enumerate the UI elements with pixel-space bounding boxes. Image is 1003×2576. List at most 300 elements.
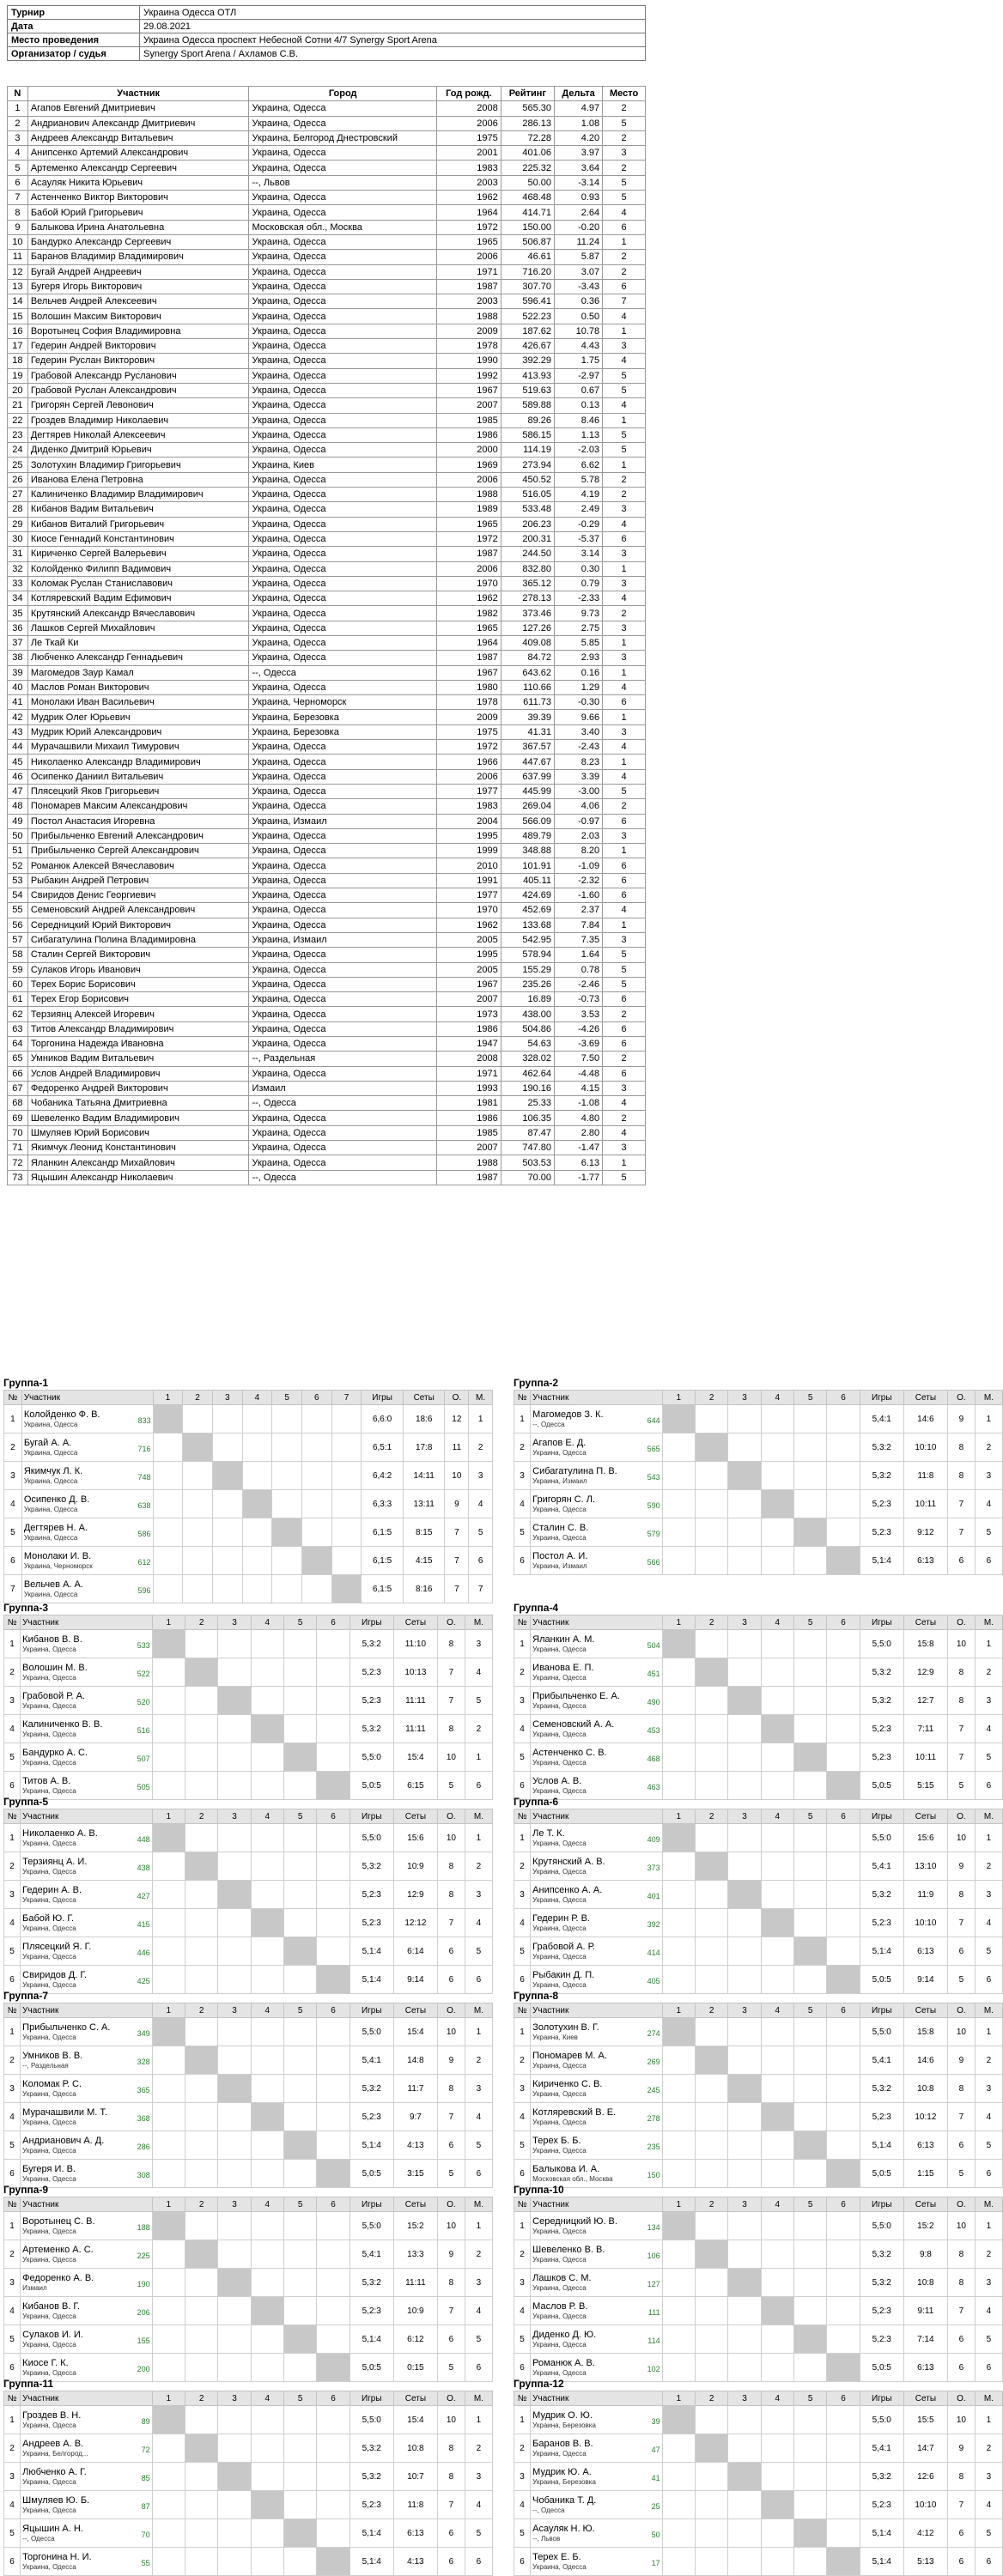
participant-cell: 1.75	[555, 354, 603, 368]
player-rating: 278	[647, 2114, 660, 2123]
participant-row	[8, 517, 646, 531]
group-player-row	[4, 2212, 493, 2240]
player-rating: 150	[647, 2171, 660, 2179]
participant-cell: 3	[603, 651, 646, 665]
match-cell	[728, 2297, 761, 2325]
games-cell: 5,2:3	[350, 1909, 393, 1937]
self-cell	[761, 1490, 793, 1518]
participant-cell: 504.86	[501, 1021, 554, 1036]
participant-row	[8, 175, 646, 190]
participant-cell: 1.13	[555, 427, 603, 442]
match-cell	[317, 1743, 350, 1772]
points-cell: 7	[437, 2491, 465, 2519]
group-column-header: Игры	[350, 1615, 393, 1630]
games-cell: 5,5:0	[860, 2406, 903, 2434]
match-cell	[317, 2103, 350, 2131]
match-cell	[662, 2463, 695, 2491]
group-column-header: 2	[185, 2391, 217, 2406]
player-name: Вельчев А. А.	[23, 1579, 83, 1590]
group-column-header: 3	[728, 2197, 761, 2212]
match-cell	[218, 2406, 251, 2434]
match-cell	[317, 2240, 350, 2269]
participant-cell: 1970	[436, 576, 501, 591]
points-cell: 7	[445, 1518, 469, 1547]
player-cell	[21, 2103, 152, 2131]
player-cell	[21, 2269, 152, 2297]
group-column-header: 2	[185, 1809, 217, 1824]
participant-cell: 64	[8, 1037, 28, 1052]
group-column-header: Игры	[350, 2197, 393, 2212]
points-cell: 10	[947, 2406, 975, 2434]
match-cell	[185, 2463, 217, 2491]
row-number: 5	[4, 2519, 21, 2548]
participant-cell: 1975	[436, 724, 501, 739]
match-cell	[794, 2018, 827, 2046]
match-cell	[284, 2269, 317, 2297]
group-column-header: Участник	[21, 1615, 152, 1630]
player-cell	[21, 1405, 153, 1433]
games-cell: 5,5:0	[860, 1824, 903, 1852]
player-cell	[21, 1518, 153, 1547]
self-cell	[218, 1687, 251, 1715]
group-column-header: О.	[947, 1809, 975, 1824]
participant-cell: 26	[8, 472, 28, 487]
match-cell	[331, 1433, 362, 1462]
row-number: 5	[4, 2325, 21, 2354]
participant-cell: 4.97	[555, 101, 603, 116]
points-cell: 9	[437, 2046, 465, 2075]
group-column-header: 5	[794, 1615, 827, 1630]
group-column-header: №	[514, 1809, 531, 1824]
participant-cell: 72	[8, 1155, 28, 1170]
participant-cell: Дегтярев Николай Алексеевич	[27, 427, 249, 442]
row-number: 1	[4, 1405, 22, 1433]
participant-cell: 44	[8, 740, 28, 755]
group-column-header: Игры	[350, 2391, 393, 2406]
group-player-row	[514, 1405, 1003, 1433]
group-column-header: М.	[975, 2197, 1002, 2212]
row-number: 6	[514, 2354, 531, 2382]
group-column-header: О.	[437, 2003, 465, 2018]
group-column-header: №	[514, 1615, 531, 1630]
group-column-header: 2	[185, 2003, 217, 2018]
group-column-header: Участник	[21, 1809, 152, 1824]
group-column-header: №	[514, 1391, 531, 1405]
match-cell	[728, 2519, 761, 2548]
participant-cell: Измаил	[249, 1081, 436, 1095]
self-cell	[185, 2240, 217, 2269]
match-cell	[761, 1433, 793, 1462]
match-cell	[242, 1518, 272, 1547]
group-player-row	[4, 1743, 493, 1772]
participant-cell: 1978	[436, 339, 501, 354]
row-number: 2	[514, 2434, 531, 2463]
participant-cell: Украина, Одесса	[249, 873, 436, 888]
group-column-header: 1	[153, 1391, 183, 1405]
player-rating: 50	[651, 2531, 660, 2539]
player-name: Терзиянц А. И.	[22, 1856, 88, 1867]
place-cell: 5	[975, 2131, 1002, 2160]
player-rating: 522	[137, 1670, 150, 1678]
sets-cell: 13:11	[403, 1490, 445, 1518]
match-cell	[152, 2269, 185, 2297]
participant-cell: 20	[8, 383, 28, 397]
points-cell: 10	[437, 2212, 465, 2240]
player-cell	[21, 2519, 152, 2548]
participant-cell: Андреев Александр Витальевич	[27, 130, 249, 145]
participant-cell: 3.40	[555, 724, 603, 739]
player-name: Торгонина Н. И.	[22, 2551, 92, 2562]
match-cell	[212, 1405, 242, 1433]
player-name: Шевеленко В. В.	[532, 2244, 605, 2255]
place-cell: 5	[975, 2519, 1002, 2548]
match-cell	[152, 1743, 185, 1772]
participant-row	[8, 531, 646, 546]
player-cell	[531, 2463, 662, 2491]
player-cell	[531, 2325, 662, 2354]
participant-cell: 1987	[436, 651, 501, 665]
player-rating: 533	[137, 1641, 150, 1650]
player-rating: 274	[647, 2029, 660, 2038]
sets-cell: 4:13	[393, 2548, 437, 2576]
group-column-header: Участник	[21, 2003, 152, 2018]
group-column-header: 3	[728, 2003, 761, 2018]
group-column-header: Игры	[860, 1615, 903, 1630]
place-cell: 2	[465, 1852, 492, 1881]
participant-cell: Терех Егор Борисович	[27, 992, 249, 1007]
points-cell: 7	[947, 2491, 975, 2519]
games-cell: 5,2:3	[350, 1881, 393, 1909]
row-number: 2	[4, 1433, 22, 1462]
player-city: --, Одесса	[532, 1420, 565, 1428]
player-rating: 565	[647, 1445, 660, 1453]
place-cell: 5	[465, 2131, 492, 2160]
player-rating: 543	[647, 1473, 660, 1482]
match-cell	[218, 1937, 251, 1966]
group-table	[3, 1615, 493, 1800]
participant-cell: Грабовой Руслан Александрович	[27, 383, 249, 397]
sets-cell: 9:14	[903, 1966, 947, 1994]
group-column-header: 4	[761, 2197, 793, 2212]
group-column-header: 5	[794, 1809, 827, 1824]
group-player-row	[4, 1518, 493, 1547]
participant-cell: 47	[8, 784, 28, 798]
group-player-row	[4, 1490, 493, 1518]
match-cell	[662, 1518, 695, 1547]
row-number: 3	[4, 2075, 21, 2103]
sets-cell: 14:8	[393, 2046, 437, 2075]
match-cell	[152, 2046, 185, 2075]
place-cell: 3	[975, 2269, 1002, 2297]
points-cell: 6	[437, 2131, 465, 2160]
match-cell	[284, 1881, 317, 1909]
participant-cell: Украина, Одесса	[249, 992, 436, 1007]
group-column-header: 4	[251, 2003, 283, 2018]
self-cell	[695, 1852, 727, 1881]
match-cell	[185, 1937, 217, 1966]
match-cell	[827, 1881, 860, 1909]
sets-cell: 5:13	[903, 2548, 947, 2576]
sets-cell: 15:6	[903, 1824, 947, 1852]
place-cell: 4	[465, 1909, 492, 1937]
place-cell: 1	[975, 2018, 1002, 2046]
match-cell	[218, 2212, 251, 2240]
info-row	[8, 47, 646, 61]
player-cell	[21, 1852, 152, 1881]
row-number: 3	[4, 2269, 21, 2297]
player-cell	[531, 2240, 662, 2269]
games-cell: 5,5:0	[350, 1824, 393, 1852]
player-name: Гедерин Р. В.	[532, 1912, 590, 1924]
player-rating: 451	[647, 1670, 660, 1678]
match-cell	[662, 1743, 695, 1772]
group-player-row	[4, 2131, 493, 2160]
match-cell	[251, 2434, 283, 2463]
group-player-row	[514, 1547, 1003, 1575]
points-cell: 9	[445, 1490, 469, 1518]
player-city: Украина, Одесса	[22, 1952, 76, 1961]
match-cell	[251, 1937, 283, 1966]
place-cell: 3	[975, 1881, 1002, 1909]
place-cell: 6	[975, 2354, 1002, 2382]
participant-cell: 61	[8, 992, 28, 1007]
match-cell	[662, 2297, 695, 2325]
participant-cell: 2007	[436, 992, 501, 1007]
participant-cell: 6	[603, 1037, 646, 1052]
participant-cell: 39.39	[501, 710, 554, 724]
points-cell: 5	[437, 2354, 465, 2382]
participant-row	[8, 844, 646, 858]
player-rating: 328	[137, 2058, 150, 2066]
player-city: Украина, Одесса	[22, 2255, 76, 2264]
player-cell	[21, 1909, 152, 1937]
games-cell: 5,3:2	[860, 1433, 903, 1462]
row-number: 6	[514, 1772, 531, 1800]
match-cell	[695, 1518, 727, 1547]
player-rating: 102	[647, 2365, 660, 2373]
match-cell	[728, 1433, 761, 1462]
sets-cell: 15:4	[393, 2018, 437, 2046]
player-rating: 504	[647, 1641, 660, 1650]
group-column-header: 1	[152, 1615, 185, 1630]
sets-cell: 18:6	[403, 1405, 445, 1433]
group-column-header: М.	[465, 1615, 492, 1630]
group-column-header: Игры	[350, 1809, 393, 1824]
match-cell	[218, 1852, 251, 1881]
self-cell	[728, 1687, 761, 1715]
match-cell	[794, 1630, 827, 1658]
participant-cell: Середницкий Юрий Викторович	[27, 918, 249, 932]
points-cell: 8	[437, 2434, 465, 2463]
match-cell	[695, 2491, 727, 2519]
participant-cell: 6	[603, 279, 646, 294]
participant-cell: 522.23	[501, 309, 554, 324]
participant-cell: Украина, Одесса	[249, 413, 436, 427]
group-column-header: 4	[761, 2003, 793, 2018]
group-table	[514, 1809, 1003, 1994]
match-cell	[317, 2018, 350, 2046]
place-cell: 3	[465, 2463, 492, 2491]
participant-cell: 426.67	[501, 339, 554, 354]
sets-cell: 15:6	[393, 1824, 437, 1852]
row-number: 2	[4, 2434, 21, 2463]
player-city: Украина, Одесса	[22, 2174, 76, 2183]
participant-cell: Украина, Одесса	[249, 1021, 436, 1036]
games-cell: 6,1:5	[362, 1547, 404, 1575]
participant-cell: Котляревский Вадим Ефимович	[27, 591, 249, 606]
games-cell: 5,0:5	[860, 2354, 903, 2382]
match-cell	[301, 1490, 331, 1518]
player-name: Мудрик Ю. А.	[532, 2466, 592, 2477]
sets-cell: 11:11	[393, 2269, 437, 2297]
participant-cell: -0.20	[555, 220, 603, 234]
self-cell	[695, 1433, 727, 1462]
player-rating: 111	[647, 2308, 660, 2317]
participant-cell: 1977	[436, 784, 501, 798]
participant-cell: Украина, Одесса	[249, 903, 436, 918]
group-column-header: Сеты	[393, 1615, 437, 1630]
player-rating: 245	[647, 2086, 660, 2094]
participant-cell: --, Одесса	[249, 1096, 436, 1111]
info-label: Организатор / судья	[8, 47, 140, 61]
group-column-header: М.	[975, 1809, 1002, 1824]
info-value: Украина Одесса ОТЛ	[140, 6, 646, 20]
group-player-row	[4, 2297, 493, 2325]
sets-cell: 15:4	[393, 2406, 437, 2434]
participant-row	[8, 116, 646, 130]
player-city: Украина, Одесса	[532, 1952, 587, 1961]
player-name: Агапов Е. Д.	[532, 1437, 587, 1448]
group-column-header: О.	[947, 2391, 975, 2406]
group-table	[514, 2391, 1003, 2576]
participant-cell: 32	[8, 561, 28, 576]
participant-cell: 4	[8, 146, 28, 161]
player-cell	[21, 1824, 152, 1852]
group-player-row	[514, 1490, 1003, 1518]
participant-cell: 1962	[436, 918, 501, 932]
group-table	[514, 1615, 1003, 1800]
group-block	[514, 1796, 1003, 1994]
group-block	[514, 2184, 1003, 2382]
points-cell: 8	[437, 2269, 465, 2297]
player-name: Баранов В. В.	[532, 2438, 593, 2449]
participant-cell: Украина, Березовка	[249, 710, 436, 724]
participant-cell: Украина, Одесса	[249, 844, 436, 858]
match-cell	[272, 1433, 302, 1462]
participant-cell: Монолаки Иван Васильевич	[27, 695, 249, 710]
match-cell	[152, 2434, 185, 2463]
player-rating: 47	[651, 2446, 660, 2454]
participant-cell: 1990	[436, 354, 501, 368]
info-row	[8, 6, 646, 20]
match-cell	[185, 2406, 217, 2434]
place-cell: 3	[975, 1462, 1002, 1490]
group-column-header: Участник	[21, 2197, 152, 2212]
match-cell	[794, 1490, 827, 1518]
games-cell: 5,3:2	[860, 2240, 903, 2269]
participant-cell: 4	[603, 903, 646, 918]
participant-cell: 2006	[436, 561, 501, 576]
points-cell: 7	[437, 1658, 465, 1687]
player-name: Андрианович А. Д.	[22, 2135, 105, 2146]
player-city: --, Одесса	[532, 2506, 565, 2514]
row-number: 6	[514, 1966, 531, 1994]
row-number: 3	[4, 1881, 21, 1909]
match-cell	[827, 1824, 860, 1852]
points-cell: 10	[437, 2018, 465, 2046]
group-column-header: 1	[152, 2391, 185, 2406]
player-rating: 833	[137, 1416, 151, 1425]
match-cell	[218, 2491, 251, 2519]
player-cell	[21, 1881, 152, 1909]
participant-cell: 3	[603, 339, 646, 354]
participant-cell: 1962	[436, 191, 501, 205]
participant-cell: Коломак Руслан Станиславович	[27, 576, 249, 591]
participant-cell: Московская обл., Москва	[249, 220, 436, 234]
participant-cell: 190.16	[501, 1081, 554, 1095]
games-cell: 5,5:0	[350, 2406, 393, 2434]
match-cell	[827, 2434, 860, 2463]
participant-cell: 41.31	[501, 724, 554, 739]
participant-cell: 1983	[436, 799, 501, 814]
participant-cell: 30	[8, 531, 28, 546]
sets-cell: 15:2	[393, 2212, 437, 2240]
place-cell: 4	[465, 2491, 492, 2519]
participant-cell: 27	[8, 488, 28, 502]
games-cell: 5,2:3	[350, 2297, 393, 2325]
match-cell	[728, 2103, 761, 2131]
sets-cell: 14:6	[903, 2046, 947, 2075]
match-cell	[695, 1630, 727, 1658]
self-cell	[284, 2131, 317, 2160]
games-cell: 5,1:4	[350, 2325, 393, 2354]
participant-cell: 0.16	[555, 665, 603, 680]
match-cell	[212, 1575, 242, 1603]
match-cell	[827, 1405, 860, 1433]
participant-cell: -3.00	[555, 784, 603, 798]
group-header-row	[4, 2003, 493, 2018]
match-cell	[251, 1658, 283, 1687]
match-cell	[185, 1909, 217, 1937]
row-number: 2	[514, 1852, 531, 1881]
games-cell: 5,2:3	[350, 1687, 393, 1715]
participant-cell: Яланкин Александр Михайлович	[27, 1155, 249, 1170]
sets-cell: 15:8	[903, 2018, 947, 2046]
participant-cell: Постол Анастасия Игоревна	[27, 814, 249, 828]
player-name: Чобаника Т. Д.	[532, 2494, 597, 2506]
participant-cell: Украина, Одесса	[249, 264, 436, 279]
participant-cell: 0.79	[555, 576, 603, 591]
participant-cell: 1972	[436, 220, 501, 234]
participant-cell: Украина, Черноморск	[249, 695, 436, 710]
group-block	[3, 2184, 493, 2382]
self-cell	[728, 2463, 761, 2491]
participant-cell: 15	[8, 309, 28, 324]
group-column-header: 4	[761, 1615, 793, 1630]
match-cell	[284, 2103, 317, 2131]
games-cell: 5,1:4	[860, 2548, 903, 2576]
participant-cell: --, Одесса	[249, 665, 436, 680]
match-cell	[218, 2297, 251, 2325]
player-city: Украина, Одесса	[532, 1645, 587, 1653]
match-cell	[827, 1490, 860, 1518]
player-city: Украина, Одесса	[23, 1448, 78, 1457]
participant-cell: 206.23	[501, 517, 554, 531]
participant-row	[8, 948, 646, 962]
group-player-row	[514, 1881, 1003, 1909]
group-player-row	[4, 1575, 493, 1603]
match-cell	[827, 1937, 860, 1966]
